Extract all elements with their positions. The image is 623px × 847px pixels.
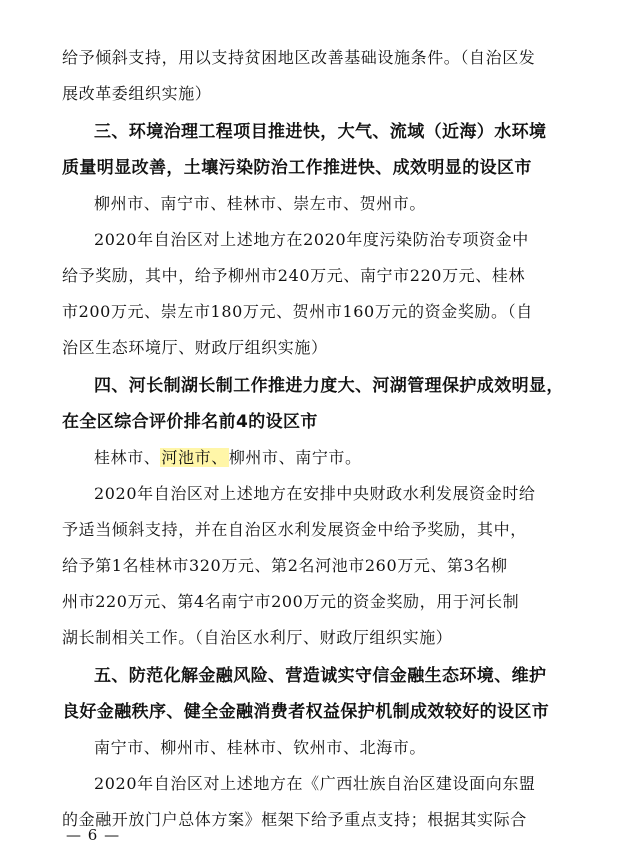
body-line: 2020年自治区对上述地方在2020年度污染防治专项资金中 [94,230,529,249]
page-number: — 6 — [66,826,121,844]
body-line: 治区生态环境厅、财政厅组织实施） [62,338,328,357]
body-line: 给予奖励，其中，给予柳州市240万元、南宁市220万元、桂林 [62,266,526,285]
body-line: 予适当倾斜支持，并在自治区水利发展资金中给予奖励，其中， [62,520,527,539]
body-line: 湖长制相关工作。（自治区水利厅、财政厅组织实施） [62,628,453,647]
body-line: 给予第1名桂林市320万元、第2名河池市260万元、第3名柳 [62,556,508,575]
body-line: 2020年自治区对上述地方在安排中央财政水利发展资金时给 [94,484,536,503]
section-heading-3: 三、环境治理工程项目推进快，大气、流域（近海）水环境 [94,122,547,142]
city-text: 柳州市、南宁市。 [228,448,362,467]
body-line: 展改革委组织实施） [62,84,212,103]
city-text: 桂林市、 [94,448,161,467]
body-line: 市200万元、崇左市180万元、贺州市160万元的资金奖励。（自 [62,302,533,321]
section-heading-5: 五、防范化解金融风险、营造诚实守信金融生态环境、维护 [94,666,547,686]
body-line: 的金融开放门户总体方案》框架下给予重点支持；根据其实际合 [62,810,527,829]
section-heading-4: 四、河长制湖长制工作推进力度大、河湖管理保护成效明显， [94,376,564,396]
body-line: 州市220万元、第4名南宁市200万元的资金奖励，用于河长制 [62,592,520,611]
section-heading-3-cont: 质量明显改善，土壤污染防治工作推进快、成效明显的设区市 [62,158,532,178]
section-heading-4-cont: 在全区综合评价排名前4的设区市 [62,412,318,432]
body-line: 2020年自治区对上述地方在《广西壮族自治区建设面向东盟 [94,774,536,793]
city-list: 南宁市、柳州市、桂林市、钦州市、北海市。 [94,738,427,757]
body-line: 给予倾斜支持，用以支持贫困地区改善基础设施条件。（自治区发 [62,48,536,67]
city-list [94,448,572,468]
section-heading-5-cont: 良好金融秩序、健全金融消费者权益保护机制成效较好的设区市 [62,702,550,722]
highlighted-text: 河池市、 [161,448,228,467]
city-list: 柳州市、南宁市、桂林市、崇左市、贺州市。 [94,194,427,213]
